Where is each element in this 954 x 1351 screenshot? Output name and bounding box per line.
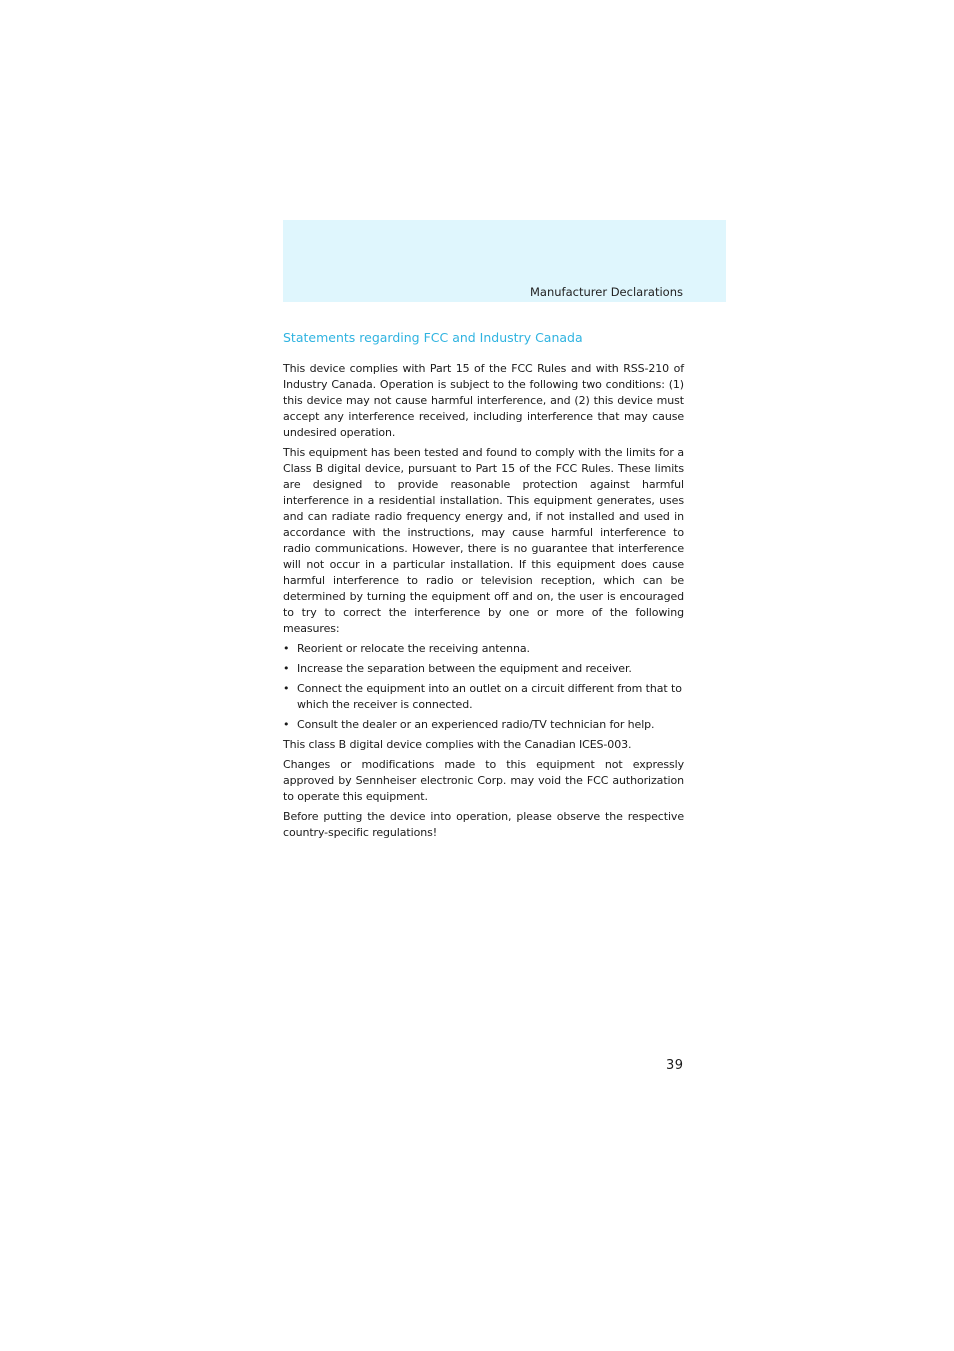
main-content: [283, 329, 684, 844]
paragraph: This class B digital device complies with the Canadian ICES-003.: [283, 738, 632, 751]
measures-list: [283, 641, 684, 733]
list-item: • Consult the dealer or an experienced radio/TV technician for help.: [283, 718, 655, 731]
paragraph: This equipment has been tested and found to comply with the limits for a Class B digital device, pursuant to Part 15 of the FCC Rules. These limits are designed to provide reasonable protection against harmful interference in a residential installation. This equipment generates, uses and can radiate radio frequency energy and, if not installed and used in accordance with the instructions, may cause harmful interference to radio communications. However, there is no guarantee that interference will not occur in a particular installation. If this equipment does cause harmful interference to radio or television reception, which can be determined by turning the equipment off and on, the user is encouraged to try to correct the interference by one or more of the following measures:: [283, 446, 684, 635]
list-item: • Connect the equipment into an outlet on a circuit different from that to which the receiver is connected.: [283, 682, 682, 711]
page-number: 39: [666, 1058, 684, 1073]
section-header-title: Manufacturer Declarations: [530, 285, 683, 299]
page-title: Statements regarding FCC and Industry Canada: [283, 330, 583, 345]
paragraph: Changes or modifications made to this equipment not expressly approved by Sennheiser electronic Corp. may void the FCC authorization to operate this equipment.: [283, 758, 684, 803]
header-band: [283, 220, 726, 302]
list-item: • Reorient or relocate the receiving antenna.: [283, 642, 530, 655]
bullet-icon: •: [283, 682, 290, 695]
paragraph: This device complies with Part 15 of the FCC Rules and with RSS-210 of Industry Canada. Operation is subject to the following two conditions: (1) this device may not cause harmful interference, and (2) this device must accept any interference received, including interference that may cause undesired operation.: [283, 362, 684, 439]
bullet-icon: •: [283, 718, 290, 731]
list-item: • Increase the separation between the equipment and receiver.: [283, 662, 632, 675]
bullet-icon: •: [283, 642, 290, 655]
paragraph: Before putting the device into operation, please observe the respective country-specific regulations!: [283, 810, 684, 839]
bullet-icon: •: [283, 662, 290, 675]
